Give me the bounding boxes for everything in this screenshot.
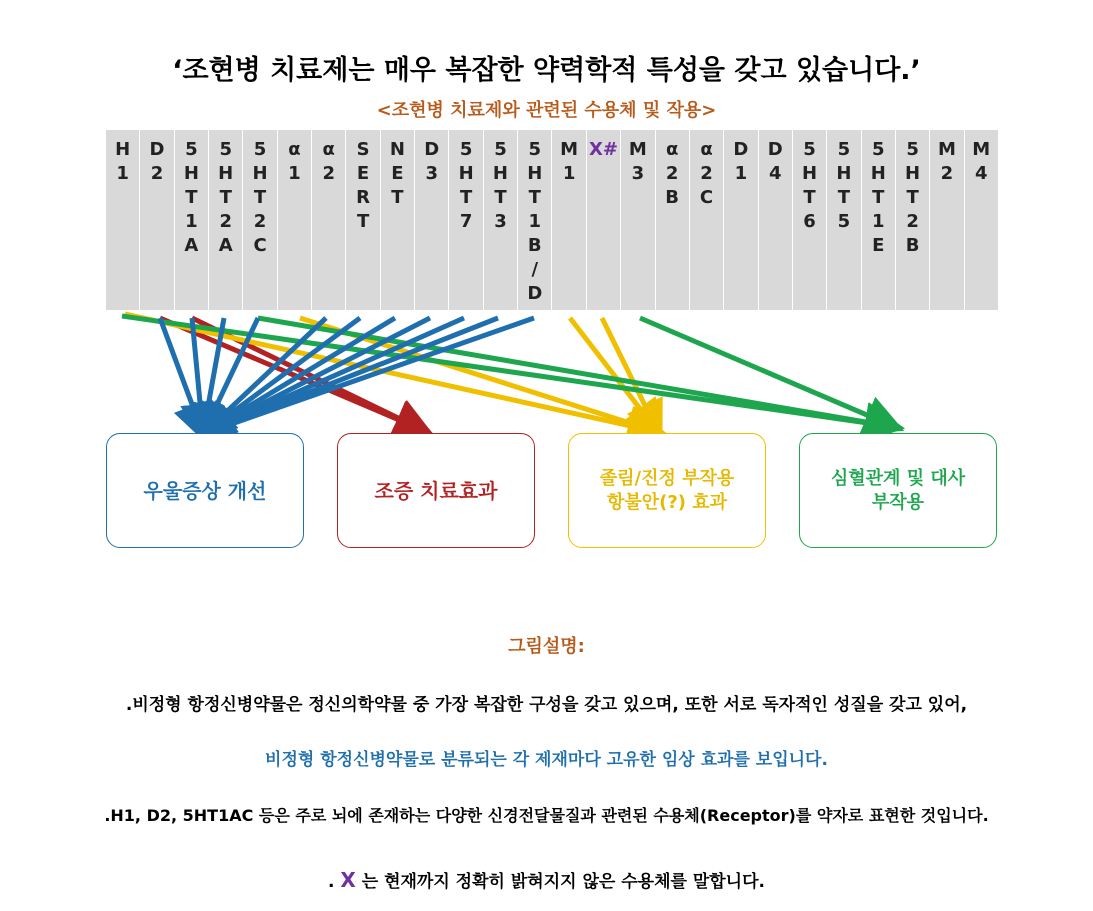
receptor-char: 2 [906, 211, 919, 232]
receptor-char: C [253, 235, 267, 256]
receptor-column [862, 130, 896, 310]
effect-sedation-label-1: 졸림/진정 부작용 [599, 467, 735, 489]
receptor-char: T [906, 187, 919, 208]
effect-box-sedation [568, 433, 766, 548]
arrow-h1-sedation [125, 314, 658, 432]
effect-cardio-label-1: 심혈관계 및 대사 [830, 467, 966, 489]
caption-line-2: 비정형 항정신병약물로 분류되는 각 제재마다 고유한 임상 효과를 보입니다. [265, 750, 828, 770]
receptor-char: A [218, 235, 233, 256]
receptor-column [346, 130, 380, 310]
receptor-column [896, 130, 930, 310]
receptor-char: H [492, 163, 508, 184]
receptor-char: 3 [631, 163, 645, 184]
receptor-column [724, 130, 758, 310]
receptor-char: 5 [185, 139, 198, 160]
receptor-char: H [252, 163, 268, 184]
receptor-char: H [836, 163, 852, 184]
arrow-m3-cardio [640, 318, 895, 427]
receptor-char: T [494, 187, 507, 208]
arrow-5ht2a-mania [192, 318, 425, 431]
receptor-column [518, 130, 552, 310]
receptor-char: 4 [975, 163, 988, 184]
caption-line-4 [0, 867, 1093, 892]
receptor-char: B [527, 235, 542, 256]
effect-box-cardio [799, 433, 997, 548]
receptor-char: 1 [528, 211, 542, 232]
receptor-char: α [700, 139, 713, 160]
arrow-5ht1a-depression [192, 318, 203, 434]
arrow-m1-sedation [570, 318, 658, 432]
caption-x-marker: X [340, 868, 356, 892]
receptor-char: 1 [734, 163, 748, 184]
arrow-a2-depression [203, 318, 326, 434]
receptor-char: 5 [837, 211, 851, 232]
arrow-5ht2c-depression [203, 318, 258, 434]
receptor-char: H [218, 163, 234, 184]
receptor-char: S [356, 139, 370, 160]
receptor-char: T [528, 187, 541, 208]
receptor-column [587, 130, 621, 310]
receptor-char: 1 [288, 163, 301, 184]
receptor-char: C [699, 187, 714, 208]
arrow-5ht1bd-depression [203, 318, 534, 434]
receptor-char: 5 [803, 139, 816, 160]
receptor-char: H [183, 163, 199, 184]
arrow-a1-sedation [300, 318, 658, 432]
receptor-char: H [905, 163, 921, 184]
receptor-char: 5 [253, 139, 267, 160]
receptor-column [140, 130, 174, 310]
receptor-column [175, 130, 209, 310]
arrow-5ht3-depression [203, 318, 498, 434]
receptor-char: / [531, 259, 539, 280]
caption-line-4-prefix: . [328, 872, 335, 892]
receptor-column [243, 130, 277, 310]
arrow-x-sedation [602, 318, 658, 432]
receptor-char: R [356, 187, 371, 208]
arrow-d2-depression [160, 318, 203, 434]
receptor-column [690, 130, 724, 310]
effect-box-depression [106, 433, 304, 548]
receptor-char: M [972, 139, 991, 160]
receptor-char: 5 [871, 139, 885, 160]
receptor-char: D [527, 283, 543, 304]
receptor-column [621, 130, 655, 310]
receptor-char: 2 [700, 163, 713, 184]
receptor-char: H [527, 163, 543, 184]
receptor-char: 1 [116, 163, 129, 184]
receptor-char: α [322, 139, 335, 160]
diagram-subtitle: <조현병 치료제와 관련된 수용체 및 작용> [376, 100, 717, 121]
receptor-char: D [733, 139, 749, 160]
receptor-char: 1 [562, 163, 576, 184]
receptor-char: D [767, 139, 783, 160]
receptor-column [656, 130, 690, 310]
caption-heading: 그림설명: [508, 636, 585, 657]
arrow-d3-depression [203, 318, 430, 434]
receptor-table [106, 130, 998, 310]
receptor-char: T [459, 187, 473, 208]
receptor-column [930, 130, 964, 310]
receptor-char: 6 [803, 211, 816, 232]
receptor-char: 2 [665, 163, 679, 184]
receptor-char: 1 [185, 211, 198, 232]
arrow-5ht2a-depression [203, 318, 224, 434]
receptor-column [381, 130, 415, 310]
receptor-column [965, 130, 998, 310]
receptor-column [793, 130, 827, 310]
arrow-net-depression [203, 318, 395, 434]
receptor-char: D [424, 139, 440, 160]
receptor-column [106, 130, 140, 310]
receptor-char: T [803, 187, 816, 208]
receptor-char: X# [589, 139, 618, 160]
arrow-h1-cardio [122, 316, 895, 427]
receptor-char: T [356, 211, 370, 232]
receptor-column [209, 130, 243, 310]
caption-line-3: .H1, D2, 5HT1AC 등은 주로 뇌에 존재하는 다양한 신경전달물질과 관련된 수용체(Receptor)를 약자로 표현한 것입니다. [104, 806, 989, 825]
receptor-char: 5 [219, 139, 232, 160]
diagram-title: ‘조현병 치료제는 매우 복잡한 약력학적 특성을 갖고 있습니다.’ [172, 55, 921, 86]
receptor-char: E [872, 235, 885, 256]
receptor-char: H [115, 139, 131, 160]
effect-sedation-label-2: 항불안(?) 효과 [606, 491, 728, 513]
receptor-char: 7 [459, 211, 473, 232]
effect-cardio-label-2: 부작용 [871, 491, 925, 513]
receptor-char: E [356, 163, 370, 184]
arrow-5ht2c-cardio [258, 318, 895, 427]
receptor-char: 5 [459, 139, 473, 160]
effect-depression-label: 우울증상 개선 [143, 478, 267, 503]
receptor-char: 2 [150, 163, 164, 184]
receptor-char: E [391, 163, 404, 184]
receptor-char: M [937, 139, 956, 160]
receptor-char: B [665, 187, 680, 208]
receptor-char: 5 [494, 139, 507, 160]
receptor-column [552, 130, 586, 310]
caption-line-1: .비정형 항정신병약물은 정신의학약물 중 가장 복잡한 구성을 갖고 있으며, 또한 서로 독자적인 성질을 갖고 있어, [125, 695, 968, 715]
receptor-char: 2 [322, 163, 335, 184]
receptor-column [449, 130, 483, 310]
receptor-char: 4 [768, 163, 782, 184]
receptor-column [827, 130, 861, 310]
receptor-char: H [458, 163, 474, 184]
receptor-char: H [870, 163, 886, 184]
receptor-char: N [389, 139, 405, 160]
arrow-sert-depression [203, 318, 360, 434]
receptor-column [484, 130, 518, 310]
receptor-char: H [802, 163, 818, 184]
arrow-5ht7-depression [203, 318, 464, 434]
receptor-char: T [837, 187, 851, 208]
receptor-column [312, 130, 346, 310]
receptor-char: α [665, 139, 679, 160]
receptor-char: 2 [940, 163, 954, 184]
receptor-char: 2 [253, 211, 267, 232]
receptor-char: M [628, 139, 647, 160]
receptor-char: D [149, 139, 165, 160]
receptor-char: T [872, 187, 885, 208]
receptor-column [415, 130, 449, 310]
effect-mania-label: 조증 치료효과 [374, 478, 498, 503]
receptor-char: M [560, 139, 579, 160]
caption-line-4-suffix: 는 현재까지 정확히 밝혀지지 않은 수용체를 말합니다. [361, 872, 765, 892]
receptor-char: A [184, 235, 199, 256]
receptor-char: B [905, 235, 920, 256]
receptor-char: T [391, 187, 404, 208]
receptor-column [759, 130, 793, 310]
receptor-char: 3 [425, 163, 439, 184]
receptor-char: α [288, 139, 301, 160]
receptor-column [278, 130, 312, 310]
receptor-char: 2 [219, 211, 232, 232]
receptor-char: 5 [906, 139, 919, 160]
receptor-char: 5 [528, 139, 542, 160]
receptor-char: T [219, 187, 232, 208]
receptor-char: 5 [837, 139, 851, 160]
receptor-char: 3 [494, 211, 507, 232]
receptor-char: 1 [871, 211, 885, 232]
receptor-char: T [253, 187, 267, 208]
receptor-char: T [185, 187, 198, 208]
effect-box-mania [337, 433, 535, 548]
arrow-d2-mania [160, 318, 425, 431]
